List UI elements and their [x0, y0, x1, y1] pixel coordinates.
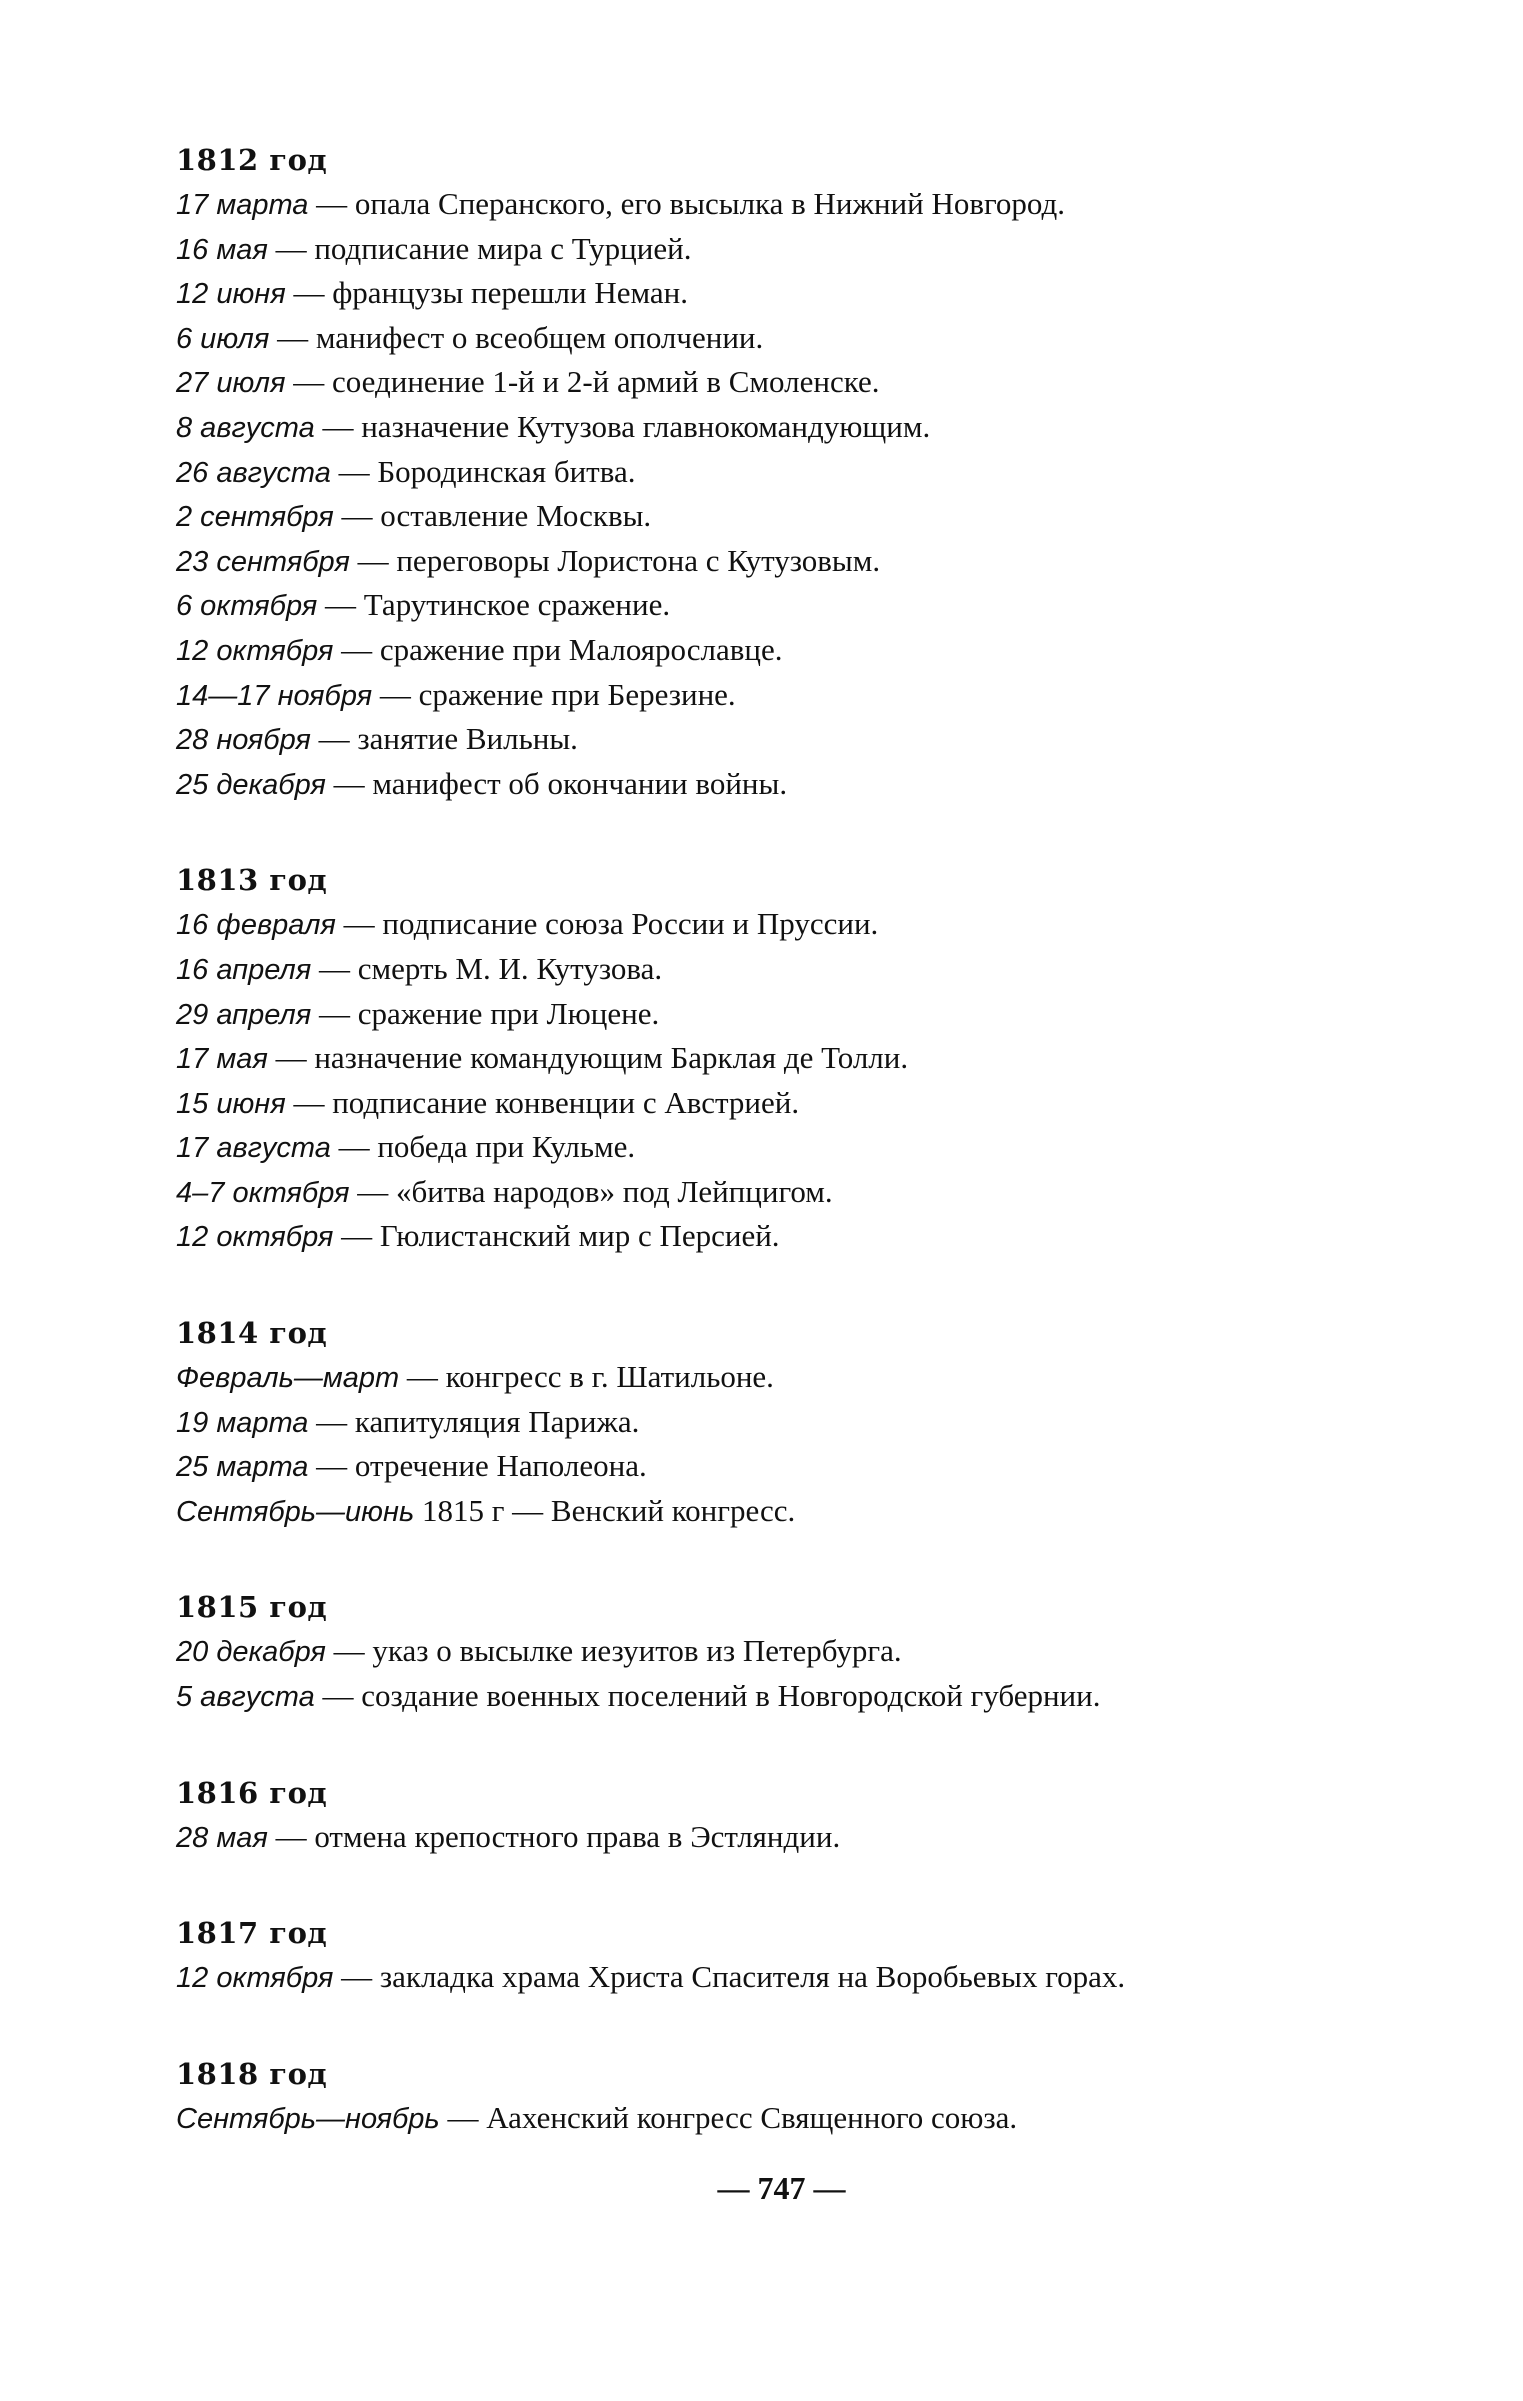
chronology-entry: [176, 992, 1326, 1037]
chronology-entry: [176, 1489, 1326, 1534]
entry-date: 12 октября: [176, 634, 334, 667]
entry-separator: —: [349, 542, 397, 578]
entry-text: указ о высылке иезуитов из Петербурга.: [372, 1633, 902, 1669]
chronology-entry: [176, 1444, 1326, 1489]
entry-text: опала Сперанского, его высылка в Нижний Новгород.: [354, 186, 1066, 221]
year-heading: 1818 год: [176, 2056, 328, 2091]
entry-separator: —: [269, 319, 316, 355]
chronology-entry: [176, 2096, 1326, 2141]
entry-text: капитуляция Парижа.: [354, 1403, 640, 1439]
entry-text: сражение при Люцене.: [357, 995, 660, 1031]
entry-separator: [414, 1493, 422, 1528]
entry-text: Гюлистанский мир с Персией.: [379, 1218, 780, 1254]
entry-date: 27 июля: [176, 367, 286, 400]
entry-text: смерть М. И. Кутузова.: [357, 950, 663, 986]
entry-date: 12 июня: [176, 278, 286, 311]
chronology-entry: [176, 1674, 1326, 1719]
entry-separator: —: [285, 364, 332, 400]
entry-date: 29 апреля: [176, 998, 312, 1031]
entry-separator: —: [317, 587, 364, 623]
entry-text: отречение Наполеона.: [354, 1448, 647, 1484]
entry-date: 4–7 октября: [176, 1176, 350, 1209]
chronology-list: [176, 138, 1326, 2140]
entry-text: победа при Кульме.: [377, 1129, 636, 1165]
entry-date: 26 августа: [176, 456, 331, 489]
entry-text: манифест о всеобщем ополчении.: [315, 319, 764, 355]
entry-separator: —: [308, 186, 355, 221]
year-heading: 1812 год: [176, 143, 328, 177]
year-section: [176, 1311, 1326, 1533]
chronology-entry: [176, 316, 1326, 361]
entry-date: 16 апреля: [176, 953, 312, 986]
year-section: [176, 1585, 1326, 1718]
entry-text: Бородинская битва.: [377, 453, 636, 489]
chronology-entry: [176, 1214, 1326, 1259]
entry-date: 28 мая: [176, 1821, 268, 1854]
entry-text: создание военных поселений в Новгородской губернии.: [361, 1678, 1101, 1714]
entry-text: Тарутинское сражение.: [363, 587, 671, 623]
entry-text: назначение командующим Барклая де Толли.: [314, 1040, 909, 1076]
entry-date: 6 октября: [176, 590, 318, 623]
year-heading: 1817 год: [176, 1916, 328, 1951]
year-heading: 1813 год: [176, 863, 328, 898]
entry-separator: —: [439, 2099, 487, 2135]
chronology-entry: [176, 360, 1326, 405]
entry-date: Сентябрь—июнь: [176, 1495, 415, 1528]
entry-separator: —: [333, 1959, 380, 1995]
entry-separator: —: [308, 1448, 355, 1484]
entry-separator: —: [310, 721, 358, 757]
entry-text: манифест об окончании войны.: [372, 765, 788, 801]
entry-date: 5 августа: [176, 1681, 315, 1714]
entry-text: соединение 1-й и 2-й армий в Смоленске.: [331, 364, 880, 400]
chronology-entry: [176, 405, 1326, 450]
chronology-entry: [176, 1036, 1326, 1081]
entry-date: 8 августа: [176, 411, 315, 444]
page-number: — 747 —: [717, 2170, 846, 2206]
entry-separator: —: [333, 631, 380, 667]
entry-date: 12 октября: [176, 1221, 334, 1254]
entry-text: назначение Кутузова главнокомандующим.: [361, 408, 931, 444]
year-heading: 1816 год: [176, 1775, 328, 1810]
chronology-entry: [176, 1815, 1326, 1860]
entry-date: Февраль—март: [176, 1362, 400, 1395]
year-section: [176, 858, 1326, 1259]
entry-separator: —: [372, 676, 419, 712]
entry-date: 20 декабря: [176, 1636, 326, 1669]
entry-text: Аахенский конгресс Священного союза.: [486, 2099, 1018, 2135]
entry-separator: —: [325, 765, 373, 801]
chronology-entry: [176, 1125, 1326, 1170]
entry-separator: —: [333, 498, 381, 534]
chronology-entry: [176, 583, 1326, 628]
year-heading: 1814 год: [176, 1316, 328, 1351]
entry-text: оставление Москвы.: [380, 498, 652, 534]
chronology-page: [176, 138, 1326, 2192]
chronology-entry: [176, 227, 1326, 272]
entry-date: 17 мая: [176, 1043, 268, 1076]
chronology-entry: [176, 673, 1326, 718]
entry-date: 17 августа: [176, 1132, 331, 1165]
chronology-entry: [176, 494, 1326, 539]
entry-separator: —: [349, 1173, 397, 1209]
entry-date: 25 марта: [176, 1451, 309, 1484]
chronology-entry: [176, 1170, 1326, 1215]
entry-text: подписание мира с Турцией.: [314, 230, 692, 266]
entry-text: подписание конвенции с Австрией.: [332, 1084, 800, 1120]
entry-separator: —: [314, 1678, 362, 1714]
entry-date: 25 декабря: [176, 768, 326, 801]
chronology-entry: [176, 762, 1326, 807]
chronology-entry: [176, 271, 1326, 316]
entry-separator: —: [267, 230, 315, 266]
entry-separator: —: [314, 408, 362, 444]
year-section: [176, 138, 1326, 806]
entry-date: 2 сентября: [176, 501, 334, 534]
entry-separator: —: [325, 1633, 373, 1669]
entry-text: «битва народов» под Лейпцигом.: [396, 1173, 833, 1209]
chronology-entry: [176, 1355, 1326, 1400]
entry-separator: —: [311, 950, 358, 986]
entry-text: переговоры Лористона с Кутузовым.: [396, 542, 881, 578]
entry-separator: —: [267, 1818, 315, 1854]
chronology-entry: [176, 1629, 1326, 1674]
year-section: [176, 1771, 1326, 1860]
chronology-entry: [176, 1955, 1326, 2000]
entry-date: Сентябрь—ноябрь: [176, 2102, 440, 2135]
entry-date: 12 октября: [176, 1962, 334, 1995]
entry-text: закладка храма Христа Спасителя на Воробьевых горах.: [379, 1959, 1126, 1995]
entry-date: 14—17 ноября: [176, 679, 373, 712]
entry-date: 28 ноября: [176, 724, 311, 757]
entry-separator: —: [330, 1129, 378, 1165]
entry-date: 15 июня: [176, 1087, 286, 1120]
entry-separator: —: [333, 1218, 380, 1254]
year-section: [176, 1911, 1326, 2000]
entry-text: конгресс в г. Шатильоне.: [445, 1359, 774, 1395]
chronology-entry: [176, 902, 1326, 947]
entry-date: 6 июля: [176, 322, 270, 355]
year-heading: 1815 год: [176, 1590, 328, 1625]
entry-text: французы перешли Неман.: [332, 275, 688, 311]
chronology-entry: [176, 1081, 1326, 1126]
entry-separator: —: [308, 1403, 355, 1439]
chronology-entry: [176, 628, 1326, 673]
entry-date: 16 февраля: [176, 909, 336, 942]
entry-text: занятие Вильны.: [357, 721, 578, 757]
chronology-entry: [176, 450, 1326, 495]
entry-separator: —: [335, 906, 383, 942]
entry-separator: —: [285, 275, 333, 311]
entry-separator: —: [267, 1040, 315, 1076]
entry-text: 1815 г — Венский конгресс.: [421, 1492, 796, 1528]
entry-date: 17 марта: [176, 189, 309, 221]
entry-text: сражение при Березине.: [418, 676, 736, 712]
entry-text: отмена крепостного права в Эстляндии.: [314, 1818, 841, 1854]
chronology-entry: [176, 717, 1326, 762]
entry-date: 16 мая: [176, 233, 268, 266]
entry-separator: —: [399, 1359, 446, 1395]
year-section: [176, 2052, 1326, 2141]
chronology-entry: [176, 539, 1326, 584]
entry-date: 23 сентября: [176, 545, 350, 578]
chronology-entry: [176, 947, 1326, 992]
entry-separator: —: [330, 453, 378, 489]
entry-date: 19 марта: [176, 1406, 309, 1439]
entry-text: подписание союза России и Пруссии.: [382, 906, 879, 942]
chronology-entry: [176, 1400, 1326, 1445]
entry-separator: —: [311, 995, 358, 1031]
entry-text: сражение при Малоярославце.: [379, 631, 783, 667]
chronology-entry: [176, 182, 1326, 227]
entry-separator: —: [285, 1084, 333, 1120]
